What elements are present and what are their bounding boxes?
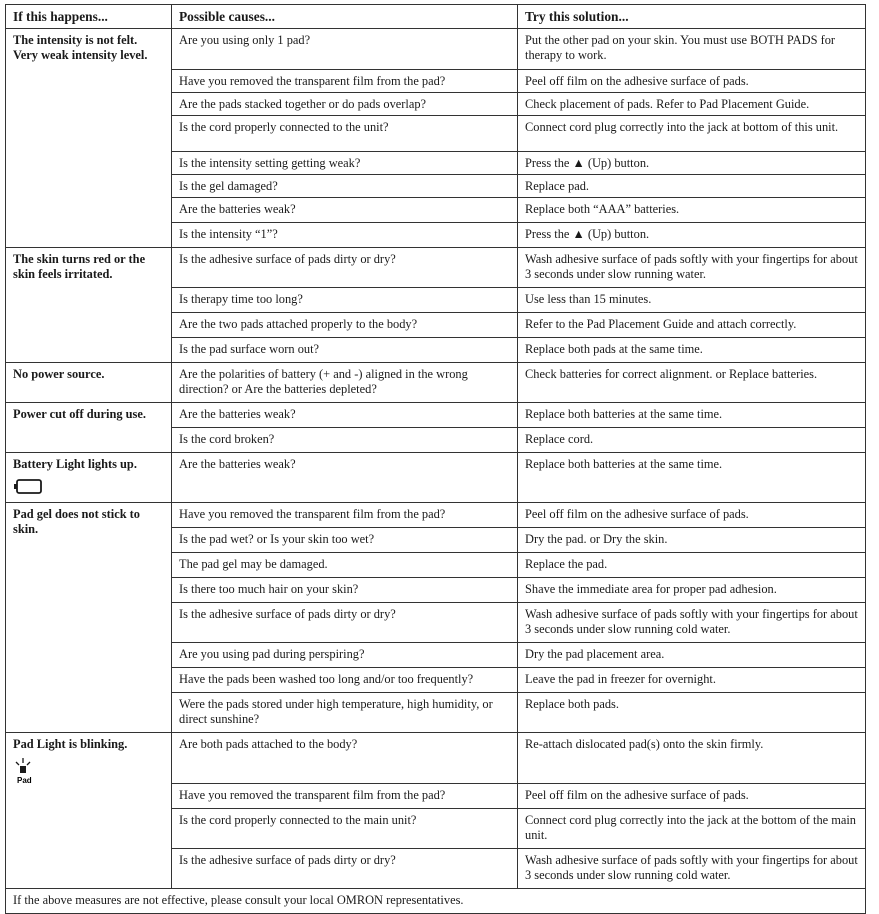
solution-cell: Re-attach dislocated pad(s) onto the skin firmly. xyxy=(518,733,866,784)
cause-cell: Have you removed the transparent film from the pad? xyxy=(172,70,518,93)
battery-icon xyxy=(13,478,43,496)
solution-cell: Leave the pad in freezer for overnight. xyxy=(518,668,866,693)
table-row xyxy=(6,29,866,70)
cause-cell: Is the pad surface worn out? xyxy=(172,338,518,363)
cause-cell: Have you removed the transparent film from the pad? xyxy=(172,503,518,528)
cause-cell: Are you using only 1 pad? xyxy=(172,29,518,70)
condition-cell xyxy=(6,733,172,889)
cause-cell: Are the batteries weak? xyxy=(172,198,518,223)
solution-cell: Replace both pads at the same time. xyxy=(518,338,866,363)
header-row xyxy=(6,5,866,29)
cause-cell: Is the adhesive surface of pads dirty or dry? xyxy=(172,603,518,643)
solution-cell: Put the other pad on your skin. You must use BOTH PADS for therapy to work. xyxy=(518,29,866,70)
cause-cell: Are you using pad during perspiring? xyxy=(172,643,518,668)
solution-cell: Peel off film on the adhesive surface of pads. xyxy=(518,70,866,93)
solution-cell: Replace pad. xyxy=(518,175,866,198)
condition-text: Pad gel does not stick to skin. xyxy=(13,507,141,536)
cause-cell: Is the cord properly connected to the unit? xyxy=(172,116,518,152)
cause-cell: Is the cord broken? xyxy=(172,428,518,453)
cause-cell: Is the pad wet? or Is your skin too wet? xyxy=(172,528,518,553)
condition-text: No power source. xyxy=(13,367,105,381)
condition-text: The intensity is not felt. Very weak intensity level. xyxy=(13,33,148,62)
pad-light-icon xyxy=(13,756,41,786)
cause-cell: Are the two pads attached properly to the body? xyxy=(172,313,518,338)
solution-cell: Refer to the Pad Placement Guide and attach correctly. xyxy=(518,313,866,338)
pad-icon-label: Pad xyxy=(17,776,32,785)
solution-cell: Press the ▲ (Up) button. xyxy=(518,152,866,175)
table-body xyxy=(6,29,866,914)
solution-cell: Dry the pad placement area. xyxy=(518,643,866,668)
cause-cell: Are the batteries weak? xyxy=(172,453,518,503)
solution-cell: Press the ▲ (Up) button. xyxy=(518,223,866,248)
cause-cell: Have the pads been washed too long and/or too frequently? xyxy=(172,668,518,693)
solution-cell: Replace both batteries at the same time. xyxy=(518,453,866,503)
cause-cell: Are the batteries weak? xyxy=(172,403,518,428)
cause-cell: Are the pads stacked together or do pads overlap? xyxy=(172,93,518,116)
cause-cell: Have you removed the transparent film from the pad? xyxy=(172,784,518,809)
table-row xyxy=(6,248,866,288)
cause-cell: Is there too much hair on your skin? xyxy=(172,578,518,603)
header-condition: If this happens... xyxy=(6,5,172,29)
header-causes: Possible causes... xyxy=(172,5,518,29)
troubleshooting-table xyxy=(5,4,866,914)
solution-cell: Replace both “AAA” batteries. xyxy=(518,198,866,223)
condition-text: Pad Light is blinking. xyxy=(13,737,128,751)
cause-cell: Is therapy time too long? xyxy=(172,288,518,313)
condition-cell xyxy=(6,363,172,403)
condition-text: The skin turns red or the skin feels irritated. xyxy=(13,252,146,281)
cause-cell: Are both pads attached to the body? xyxy=(172,733,518,784)
solution-cell: Wash adhesive surface of pads softly with your fingertips for about 3 seconds under slow running cold water. xyxy=(518,603,866,643)
table-row xyxy=(6,733,866,784)
solution-cell: Check placement of pads. Refer to Pad Placement Guide. xyxy=(518,93,866,116)
cause-cell: Is the adhesive surface of pads dirty or dry? xyxy=(172,849,518,889)
solution-cell: Shave the immediate area for proper pad adhesion. xyxy=(518,578,866,603)
cause-cell: Is the intensity “1”? xyxy=(172,223,518,248)
table-row xyxy=(6,503,866,528)
solution-cell: Replace both pads. xyxy=(518,693,866,733)
cause-cell: Is the cord properly connected to the main unit? xyxy=(172,809,518,849)
solution-cell: Replace both batteries at the same time. xyxy=(518,403,866,428)
solution-cell: Peel off film on the adhesive surface of pads. xyxy=(518,784,866,809)
table-row xyxy=(6,453,866,503)
solution-cell: Peel off film on the adhesive surface of pads. xyxy=(518,503,866,528)
cause-cell: The pad gel may be damaged. xyxy=(172,553,518,578)
condition-cell xyxy=(6,503,172,733)
solution-cell: Connect cord plug correctly into the jack at bottom of this unit. xyxy=(518,116,866,152)
footer-row xyxy=(6,889,866,914)
solution-cell: Check batteries for correct alignment. or Replace batteries. xyxy=(518,363,866,403)
solution-cell: Wash adhesive surface of pads softly with your fingertips for about 3 seconds under slow running water. xyxy=(518,248,866,288)
condition-cell xyxy=(6,403,172,453)
solution-cell: Replace the pad. xyxy=(518,553,866,578)
cause-cell: Are the polarities of battery (+ and -) aligned in the wrong direction? or Are the batteries depleted? xyxy=(172,363,518,403)
solution-cell: Dry the pad. or Dry the skin. xyxy=(518,528,866,553)
footer-note: If the above measures are not effective, please consult your local OMRON representatives. xyxy=(6,889,866,914)
cause-cell: Is the intensity setting getting weak? xyxy=(172,152,518,175)
header-solution: Try this solution... xyxy=(518,5,866,29)
cause-cell: Is the adhesive surface of pads dirty or dry? xyxy=(172,248,518,288)
table-row xyxy=(6,403,866,428)
solution-cell: Replace cord. xyxy=(518,428,866,453)
troubleshooting-table-wrapper xyxy=(5,4,865,914)
condition-cell xyxy=(6,248,172,363)
solution-cell: Connect cord plug correctly into the jack at the bottom of the main unit. xyxy=(518,809,866,849)
cause-cell: Is the gel damaged? xyxy=(172,175,518,198)
cause-cell: Were the pads stored under high temperature, high humidity, or direct sunshine? xyxy=(172,693,518,733)
solution-cell: Use less than 15 minutes. xyxy=(518,288,866,313)
table-row xyxy=(6,363,866,403)
condition-cell xyxy=(6,29,172,248)
solution-cell: Wash adhesive surface of pads softly with your fingertips for about 3 seconds under slow running cold water. xyxy=(518,849,866,889)
condition-cell xyxy=(6,453,172,503)
condition-text: Power cut off during use. xyxy=(13,407,146,421)
condition-text: Battery Light lights up. xyxy=(13,457,137,471)
